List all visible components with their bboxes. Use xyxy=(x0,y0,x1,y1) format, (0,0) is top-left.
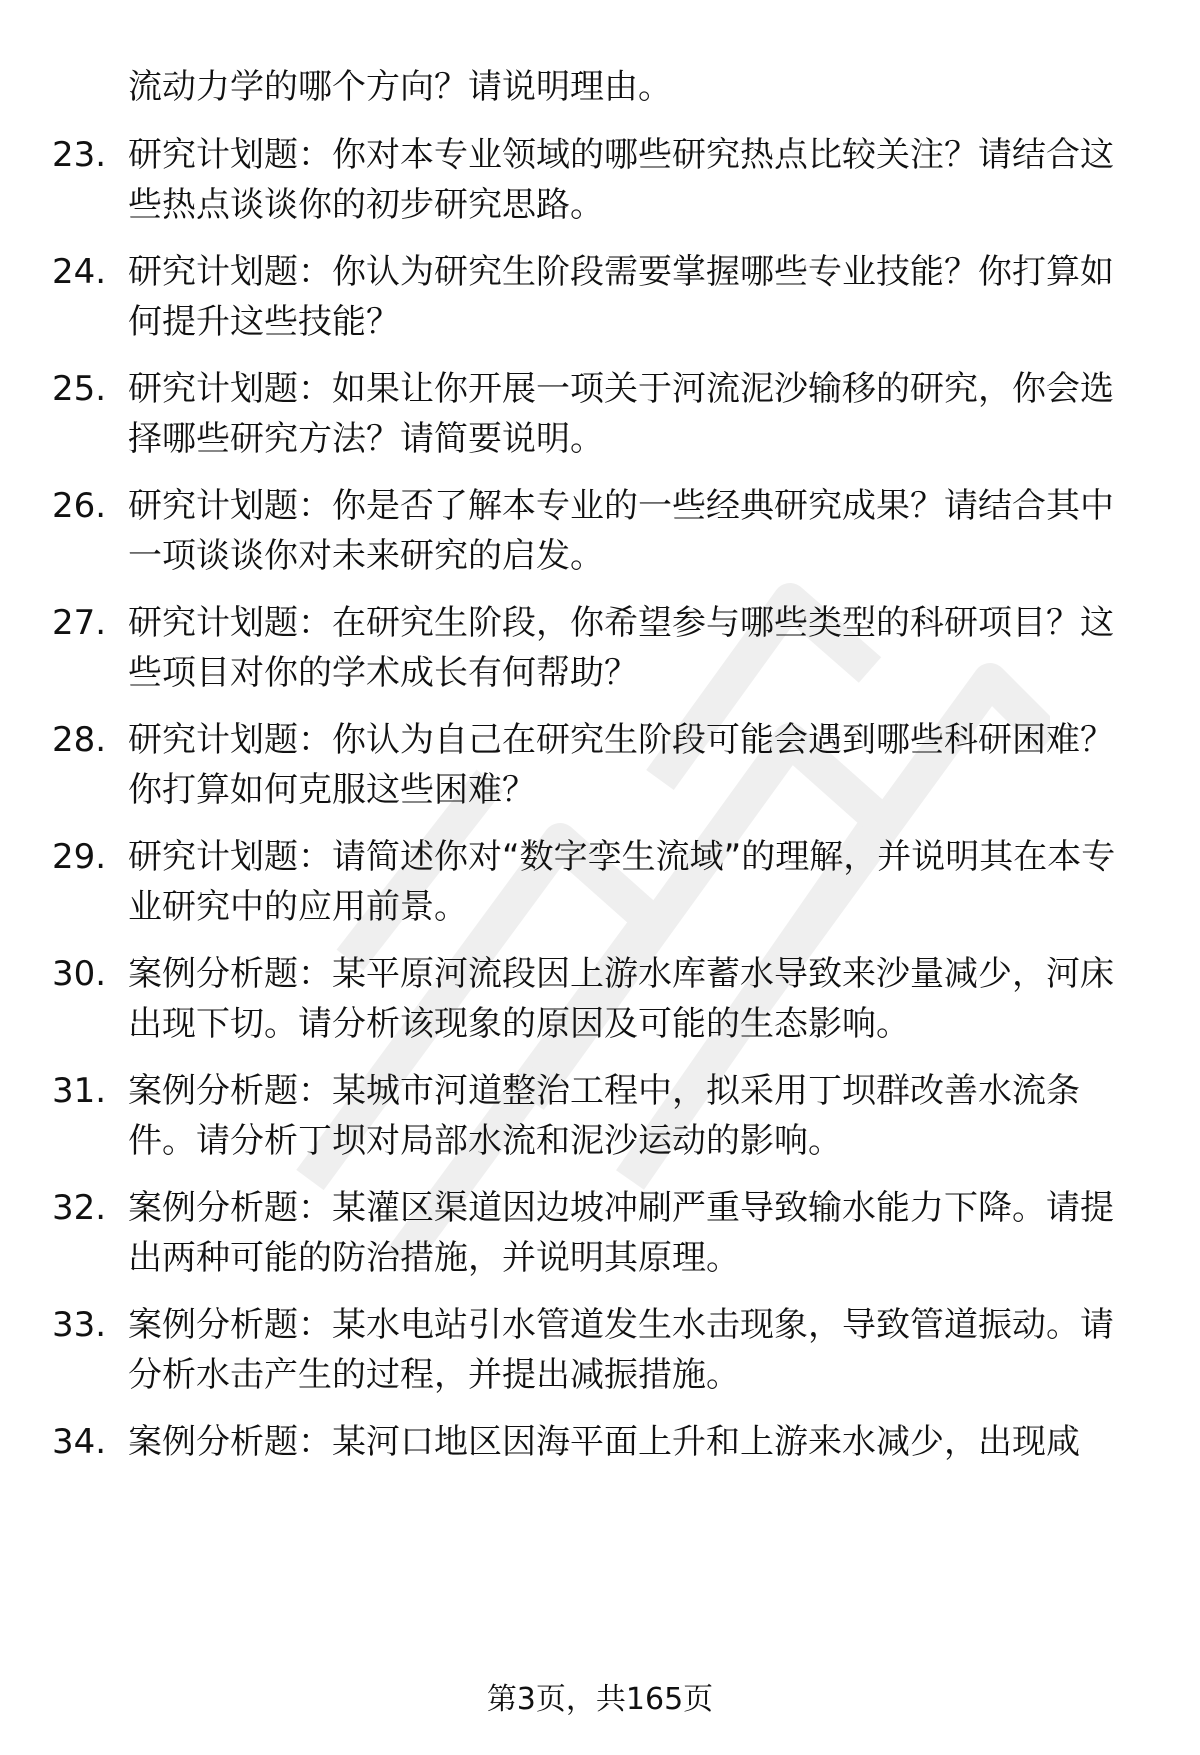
item-text: 研究计划题：如果让你开展一项关于河流泥沙输移的研究，你会选择哪些研究方法？请简要说明。 xyxy=(128,369,1114,459)
item-number: 26. xyxy=(52,486,107,526)
item-text: 案例分析题：某河口地区因海平面上升和上游来水减少，出现咸 xyxy=(128,1422,1080,1462)
continuation-text: 流动力学的哪个方向？请说明理由。 xyxy=(128,67,672,107)
list-item xyxy=(52,247,1142,347)
item-text: 研究计划题：你认为自己在研究生阶段可能会遇到哪些科研困难？你打算如何克服这些困难？ xyxy=(128,720,1114,810)
list-item xyxy=(52,1183,1142,1283)
item-text: 案例分析题：某平原河流段因上游水库蓄水导致来沙量减少，河床出现下切。请分析该现象的原因及可能的生态影响。 xyxy=(128,954,1114,1044)
page-footer: 第3页，共165页 xyxy=(486,1682,714,1717)
list-item xyxy=(52,832,1142,932)
item-number: 30. xyxy=(52,954,107,994)
list-item xyxy=(52,1300,1142,1400)
list-item xyxy=(52,715,1142,815)
item-text: 研究计划题：你是否了解本专业的一些经典研究成果？请结合其中一项谈谈你对未来研究的启发。 xyxy=(128,486,1114,576)
item-number: 28. xyxy=(52,720,107,760)
list-item xyxy=(52,1417,1142,1467)
item-number: 31. xyxy=(52,1071,107,1111)
item-number: 23. xyxy=(52,135,107,175)
item-text: 研究计划题：在研究生阶段，你希望参与哪些类型的科研项目？这些项目对你的学术成长有何帮助？ xyxy=(128,603,1114,693)
list-item xyxy=(52,598,1142,698)
list-item xyxy=(52,130,1142,230)
item-text: 研究计划题：你认为研究生阶段需要掌握哪些专业技能？你打算如何提升这些技能？ xyxy=(128,252,1114,342)
item-text: 研究计划题：请简述你对“数字孪生流域”的理解，并说明其在本专业研究中的应用前景。 xyxy=(128,837,1116,927)
item-text: 案例分析题：某水电站引水管道发生水击现象，导致管道振动。请分析水击产生的过程，并提出减振措施。 xyxy=(128,1305,1114,1395)
list-item xyxy=(52,1066,1142,1166)
item-text: 案例分析题：某灌区渠道因边坡冲刷严重导致输水能力下降。请提出两种可能的防治措施，并说明其原理。 xyxy=(128,1188,1114,1278)
item-number: 33. xyxy=(52,1305,107,1345)
item-number: 25. xyxy=(52,369,107,409)
item-number: 32. xyxy=(52,1188,107,1228)
list-item xyxy=(52,364,1142,464)
item-number: 24. xyxy=(52,252,107,292)
item-number: 27. xyxy=(52,603,107,643)
list-item xyxy=(52,481,1142,581)
item-number: 29. xyxy=(52,837,107,877)
item-text: 研究计划题：你对本专业领域的哪些研究热点比较关注？请结合这些热点谈谈你的初步研究思路。 xyxy=(128,135,1114,225)
item-text: 案例分析题：某城市河道整治工程中，拟采用丁坝群改善水流条件。请分析丁坝对局部水流和泥沙运动的影响。 xyxy=(128,1071,1080,1161)
list-item xyxy=(52,949,1142,1049)
item-number: 34. xyxy=(52,1422,107,1462)
